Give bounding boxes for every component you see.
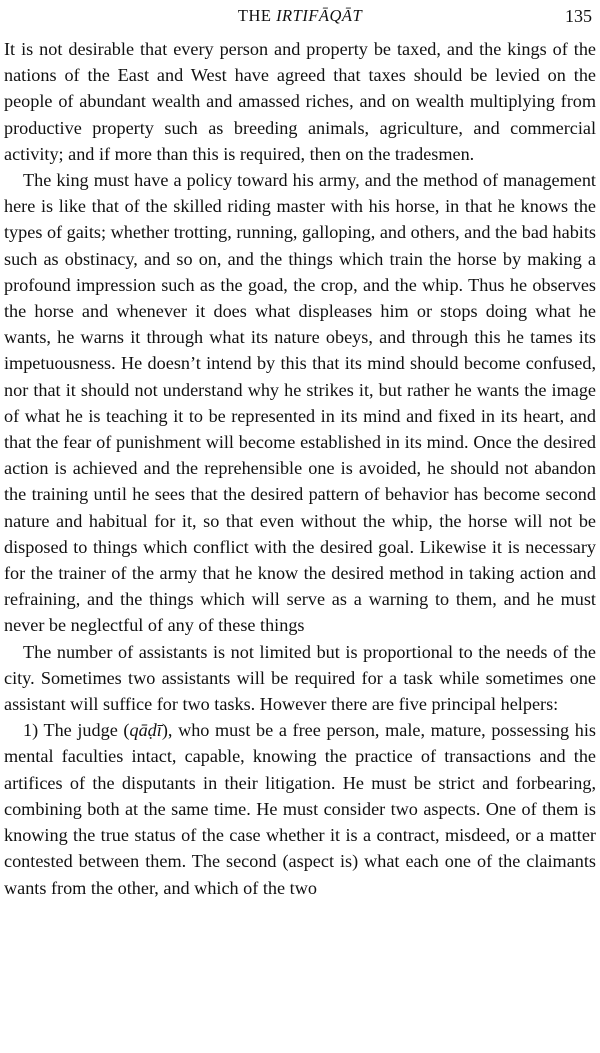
paragraph-taxes: It is not desirable that every person and property be taxed, and the kings of the nations of the East and West have agreed that taxes should be levied on the people of abundant wealth and amassed riches, and on wealth multiplying from productive property such as breeding animals, agriculture, and commercial activity; and if more than this is required, then on the tradesmen. bbox=[4, 39, 596, 164]
judge-term: qāḍī bbox=[129, 720, 162, 741]
running-title bbox=[4, 6, 596, 26]
body-text bbox=[4, 36, 596, 901]
paragraph-judge bbox=[4, 717, 596, 900]
running-title-prefix: THE bbox=[237, 6, 277, 25]
paragraph-army-policy: The king must have a policy toward his army, and the method of management here is like that of the skilled riding master with his horse, in that he knows the types of gaits; whether trotting, running, galloping, and others, and the bad habits such as obstinacy, and so on, and the things which train the horse by making a profound impression such as the goad, the crop, and the whip. Thus he observes the horse and whenever it does what displeases him or stops doing what he wants, he warns it through what its nature obeys, and through this he tames its impetuousness. He doesn’t intend by this that its mind should become confused, nor that it should not understand why he strikes it, but rather he wants the image of what he is teaching it to be represented in its mind and fixed in its heart, and that the fear of punishment will become established in its mind. Once the desired action is achieved and the reprehensible one is avoided, he should not abandon the training until he sees that the desired pattern of behavior has become second nature and habitual for it, so that even without the whip, the horse will not be disposed to things which conflict with the desired goal. Likewise it is necessary for the trainer of the army that he know the desired method in taking action and refraining, and the things which will serve as a warning to them, and he must never be neglectful of any of these things bbox=[4, 170, 596, 636]
running-head bbox=[4, 2, 596, 36]
judge-prefix: 1) The judge ( bbox=[23, 720, 130, 741]
page-number: 135 bbox=[565, 6, 592, 26]
running-title-italic: IRTIFĀQĀT bbox=[276, 6, 363, 25]
judge-text: ), who must be a free person, male, mature, possessing his mental faculties intact, capable, knowing the practice of transactions and the artifices of the disputants in their litigation. He must be strict and forbearing, combining both at the same time. He must consider two aspects. One of them is knowing the true status of the case whether it is a contract, misdeed, or a matter contested between them. The second (aspect is) what each one of the claimants wants from the other, and which of the two bbox=[4, 720, 596, 898]
paragraph-assistants: The number of assistants is not limited but is proportional to the needs of the city. Sometimes two assistants will be required for a task while sometimes one assistant will suffice for two tasks. However there are five principal helpers: bbox=[4, 641, 596, 715]
